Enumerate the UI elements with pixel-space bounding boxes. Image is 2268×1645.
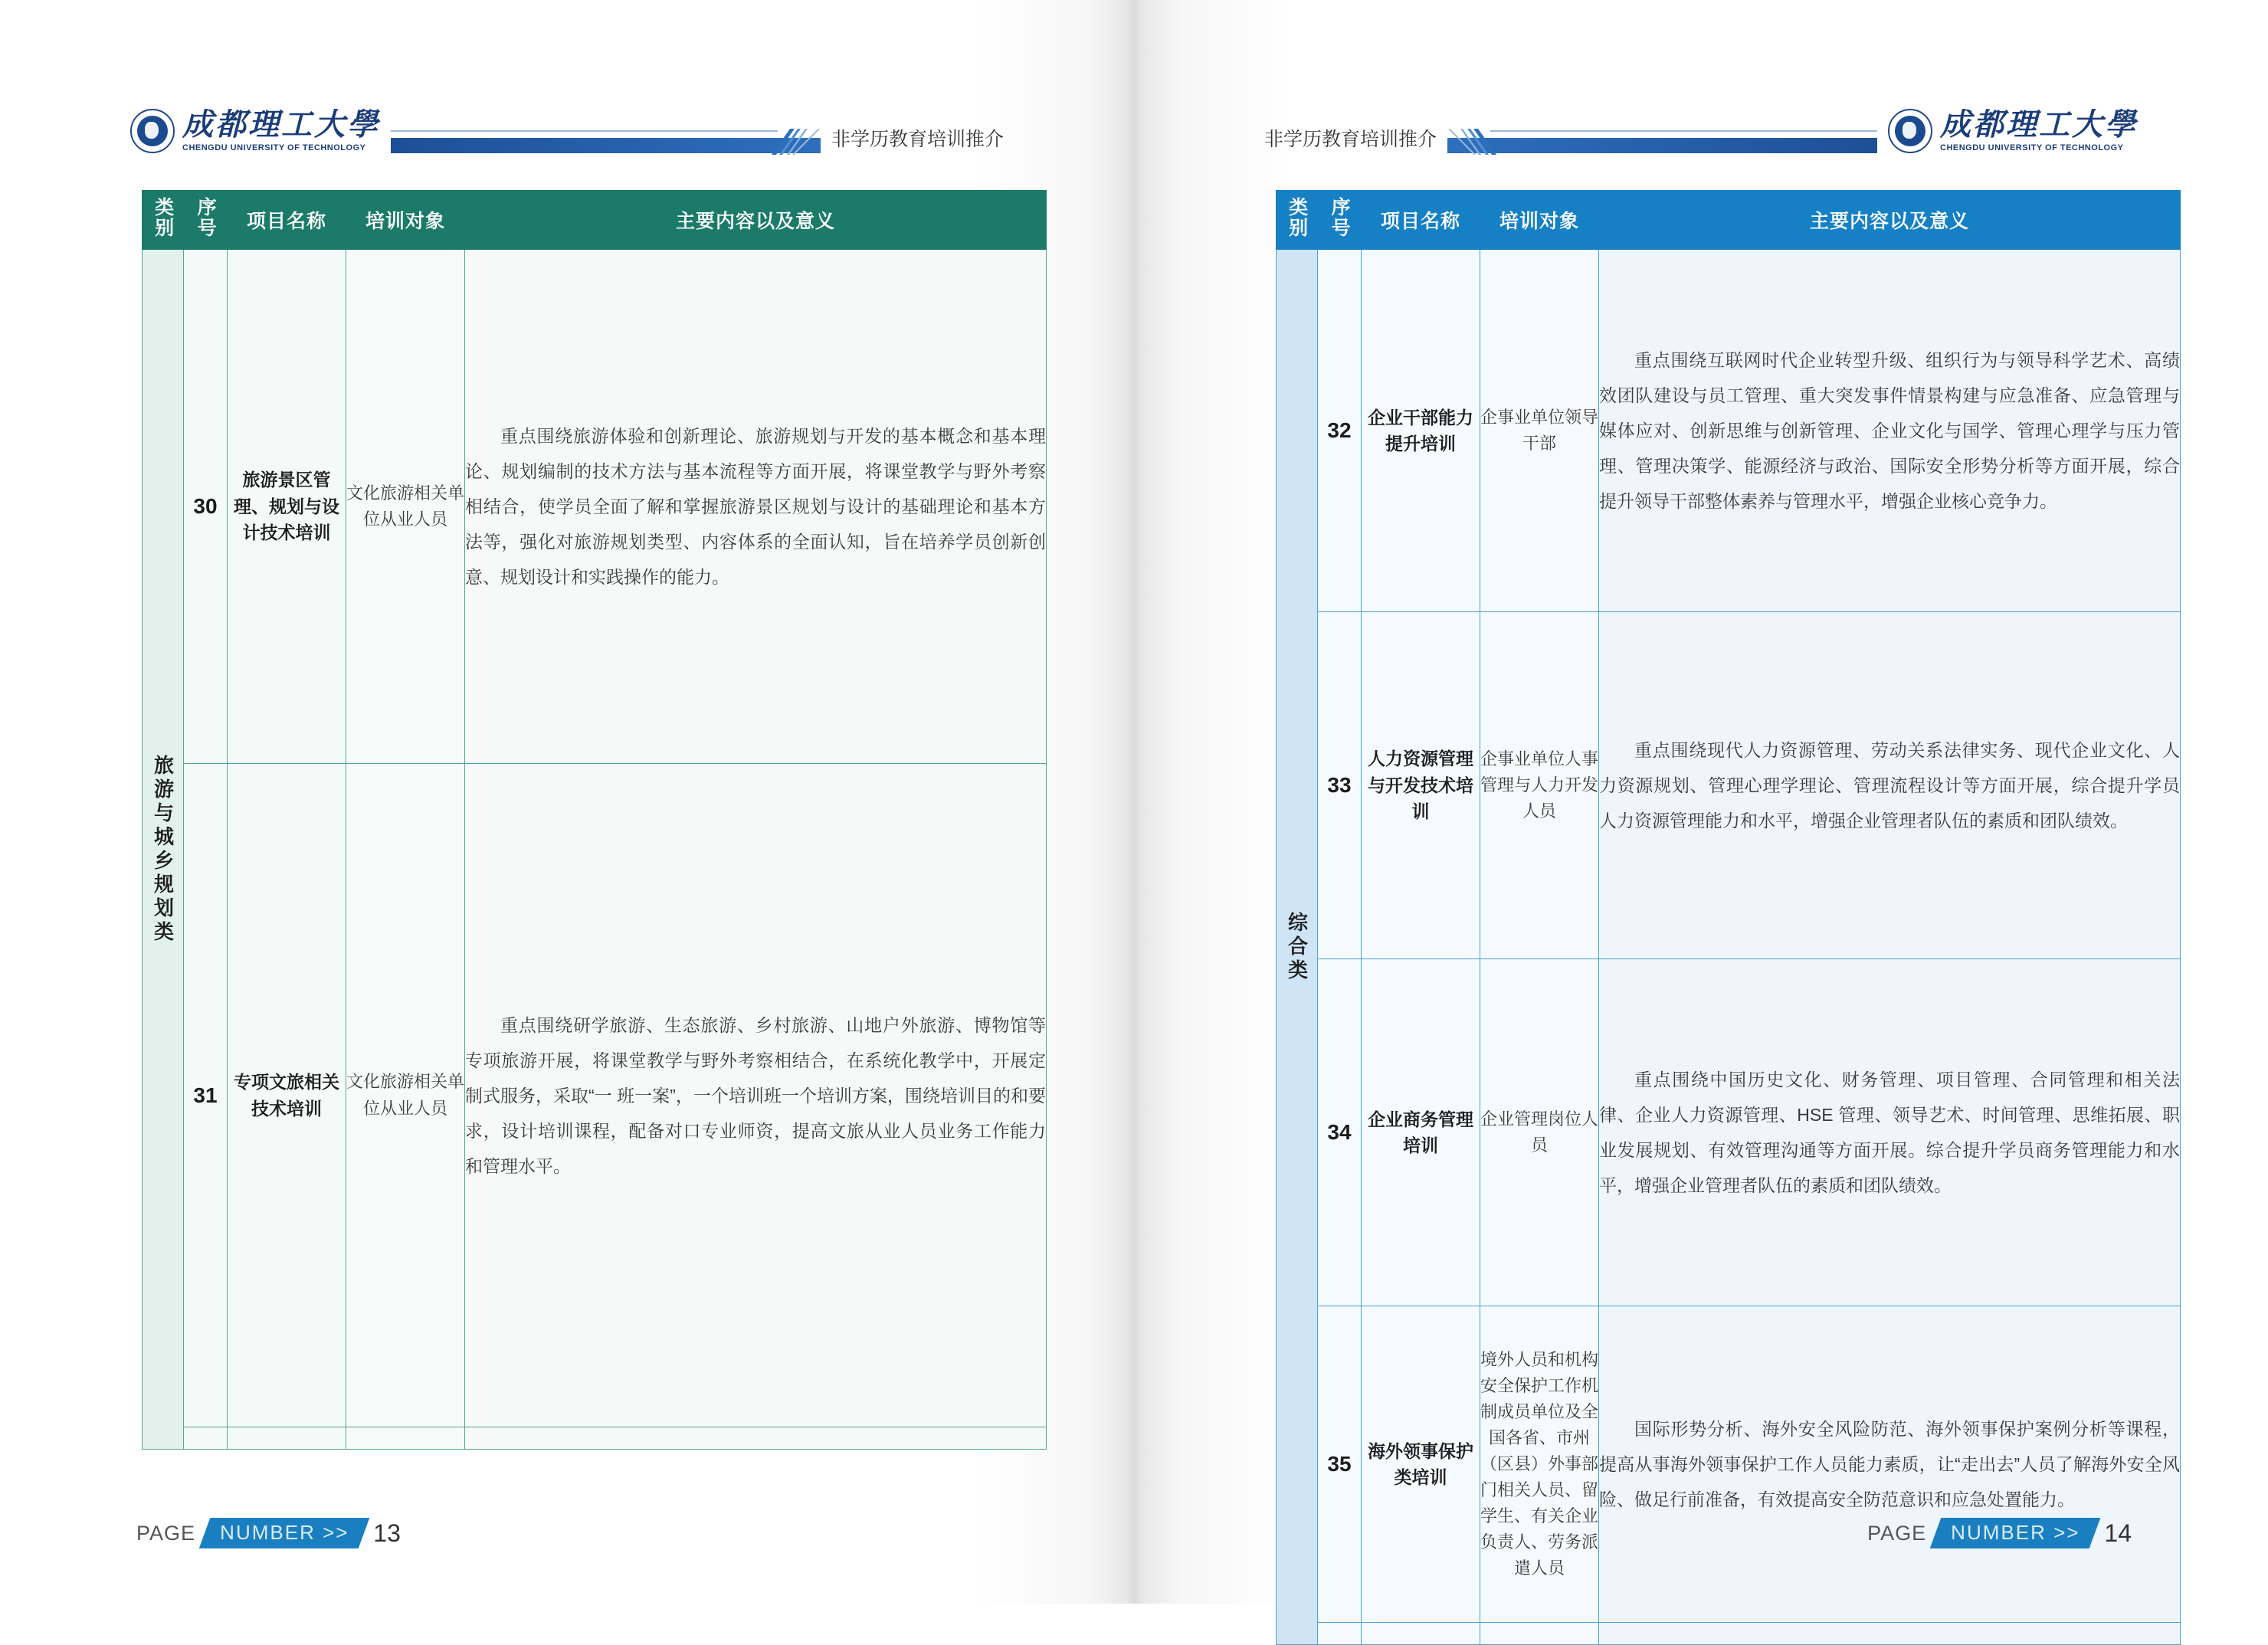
tail-cell — [228, 1427, 346, 1450]
header-bar-topline — [391, 130, 778, 132]
program-audience: 文化旅游相关单位从业人员 — [346, 764, 465, 1427]
footer-number-chip — [199, 1518, 370, 1548]
category-cell-left — [143, 250, 184, 1450]
university-logo — [1888, 109, 2138, 153]
tail-cell — [1362, 1623, 1480, 1645]
tail-cell — [1599, 1623, 2181, 1645]
program-content-text: 国际形势分析、海外安全风险防范、海外领事保护案例分析等课程，提高从事海外领事保护工作人员能力素质，让“走出去”人员了解海外安全风险、做足行前准备，有效提高安全防范意识和应急处置能力。 — [1599, 1419, 2180, 1509]
footer-number-chip-label: NUMBER >> — [1951, 1521, 2080, 1544]
program-content — [1599, 250, 2181, 612]
logo-name-en: CHENGDU UNIVERSITY OF TECHNOLOGY — [182, 143, 366, 152]
program-content-text: 重点围绕现代人力资源管理、劳动关系法律实务、现代企业文化、人力资源规划、管理心理学理论、管理流程设计等方面开展，综合提升学员人力资源管理能力和水平，增强企业管理者队伍的素质和团队绩效。 — [1599, 740, 2180, 831]
program-name: 专项文旅相关技术培训 — [228, 764, 346, 1427]
column-header-category — [1277, 191, 1318, 250]
header-bar-diagonal-icon — [772, 129, 821, 155]
column-header-category-label: 类别 — [152, 196, 174, 238]
logo-name-cn: 成都理工大學 — [182, 107, 380, 142]
program-content-text: 重点围绕中国历史文化、财务管理、项目管理、合同管理和相关法律、企业人力资源管理、HSE 管理、领导艺术、时间管理、思维拓展、职业发展规划、有效管理沟通等方面开展。综合提升学员商务管理能力和水平，增强企业管理者队伍的素质和团队绩效。 — [1599, 1070, 2180, 1195]
table-row — [1277, 250, 2181, 612]
program-name: 海外领事保护类培训 — [1362, 1306, 1480, 1623]
table-row — [143, 764, 1047, 1427]
program-audience: 企事业单位领导干部 — [1480, 250, 1599, 612]
footer-page-word: PAGE — [136, 1521, 196, 1545]
category-label-left: 旅游与城乡规划类 — [151, 754, 175, 945]
logo-text — [1940, 107, 2138, 152]
tail-cell — [346, 1427, 465, 1450]
table-tail-row — [1277, 1623, 2181, 1645]
column-header-no — [1318, 191, 1362, 250]
column-header-no — [184, 191, 228, 250]
column-header-category — [143, 191, 184, 250]
header-decoration-bar — [1447, 127, 1877, 155]
header-bar-slab — [1447, 138, 1877, 153]
tail-cell — [1318, 1623, 1362, 1645]
row-number: 31 — [184, 764, 228, 1427]
logo-name-en: CHENGDU UNIVERSITY OF TECHNOLOGY — [1940, 143, 2124, 152]
university-logo — [130, 109, 380, 153]
page-left — [0, 0, 1134, 1604]
logo-text — [182, 107, 380, 152]
page-footer-right — [1867, 1518, 2132, 1548]
category-label-right: 综合类 — [1285, 911, 1309, 983]
university-seal-icon — [130, 109, 175, 153]
row-number: 33 — [1318, 612, 1362, 959]
table-row — [1277, 1306, 2181, 1623]
row-number: 35 — [1318, 1306, 1362, 1623]
header-title-right: 非学历教育培训推介 — [1264, 129, 1437, 150]
header-title-left: 非学历教育培训推介 — [831, 129, 1004, 150]
logo-name-cn: 成都理工大學 — [1940, 107, 2138, 142]
header-decoration-bar — [391, 127, 821, 155]
program-audience: 企业管理岗位人员 — [1480, 959, 1599, 1306]
table-row — [1277, 959, 2181, 1306]
table-header-row — [1277, 191, 2181, 250]
table-tail-row — [143, 1427, 1047, 1450]
footer-number-chip-label: NUMBER >> — [220, 1521, 349, 1544]
schedule-table-right — [1276, 190, 2181, 1645]
program-audience: 企事业单位人事管理与人力开发人员 — [1480, 612, 1599, 959]
header-bar-topline — [1490, 130, 1877, 132]
column-header-content: 主要内容以及意义 — [465, 191, 1047, 250]
column-header-content: 主要内容以及意义 — [1599, 191, 2181, 250]
row-number: 30 — [184, 250, 228, 764]
schedule-table-wrap-right — [1276, 190, 2180, 1645]
table-header-row — [143, 191, 1047, 250]
program-content — [1599, 1306, 2181, 1623]
column-header-category-label: 类别 — [1286, 196, 1308, 238]
page-right — [1134, 0, 2268, 1604]
page-footer-left — [136, 1518, 401, 1548]
header-bar-diagonal-icon — [1447, 129, 1496, 155]
program-content-text: 重点围绕互联网时代企业转型升级、组织行为与领导科学艺术、高绩效团队建设与员工管理、重大突发事件情景构建与应急准备、应急管理与媒体应对、创新思维与创新管理、企业文化与国学、管理心理学与压力管理、管理决策学、能源经济与政治、国际安全形势分析等方面开展，综合提升领导干部整体素养与管理水平，增强企业核心竞争力。 — [1599, 350, 2180, 511]
column-header-audience: 培训对象 — [1480, 191, 1599, 250]
program-content-text: 重点围绕研学旅游、生态旅游、乡村旅游、山地户外旅游、博物馆等专项旅游开展，将课堂教学与野外考察相结合，在系统化教学中，开展定制式服务，采取“一 班一案”，一个培训班一个培训方案，围绕培训目的和要求，设计培训课程，配备对口专业师资，提高文旅从业人员业务工作能力和管理水平。 — [465, 1014, 1046, 1176]
program-audience: 文化旅游相关单位从业人员 — [346, 250, 465, 764]
tail-cell — [184, 1427, 228, 1450]
table-row — [1277, 612, 2181, 959]
category-cell-right — [1277, 250, 1318, 1645]
footer-page-number-right: 14 — [2104, 1519, 2132, 1547]
header-bar-slab — [391, 138, 821, 153]
program-name: 企业商务管理培训 — [1362, 959, 1480, 1306]
schedule-table-wrap-left — [142, 190, 1046, 1450]
program-content — [465, 764, 1047, 1427]
column-header-name: 项目名称 — [228, 191, 346, 250]
footer-page-word: PAGE — [1867, 1521, 1927, 1545]
footer-page-number-left: 13 — [373, 1519, 401, 1547]
table-row — [143, 250, 1047, 764]
university-seal-icon — [1888, 109, 1932, 153]
column-header-no-label: 序号 — [1329, 196, 1351, 238]
column-header-audience: 培训对象 — [346, 191, 465, 250]
program-content — [1599, 612, 2181, 959]
row-number: 34 — [1318, 959, 1362, 1306]
tail-cell — [1480, 1623, 1599, 1645]
program-audience: 境外人员和机构安全保护工作机制成员单位及全国各省、市州（区县）外事部门相关人员、留学生、有关企业负责人、劳务派遣人员 — [1480, 1306, 1599, 1623]
program-name: 企业干部能力提升培训 — [1362, 250, 1480, 612]
schedule-table-left — [142, 190, 1047, 1450]
program-content — [1599, 959, 2181, 1306]
column-header-name: 项目名称 — [1362, 191, 1480, 250]
program-name: 旅游景区管理、规划与设计技术培训 — [228, 250, 346, 764]
row-number: 32 — [1318, 250, 1362, 612]
column-header-no-label: 序号 — [195, 196, 217, 238]
page-header-left — [130, 90, 1004, 156]
page-header-right — [1264, 90, 2138, 156]
program-content — [465, 250, 1047, 764]
program-content-text: 重点围绕旅游体验和创新理论、旅游规划与开发的基本概念和基本理论、规划编制的技术方法与基本流程等方面开展，将课堂教学与野外考察相结合，使学员全面了解和掌握旅游景区规划与设计的基础理论和基本方法等，强化对旅游规划类型、内容体系的全面认知，旨在培养学员创新创意、规划设计和实践操作的能力。 — [465, 426, 1046, 587]
tail-cell — [465, 1427, 1047, 1450]
footer-number-chip — [1930, 1518, 2101, 1548]
program-name: 人力资源管理与开发技术培训 — [1362, 612, 1480, 959]
